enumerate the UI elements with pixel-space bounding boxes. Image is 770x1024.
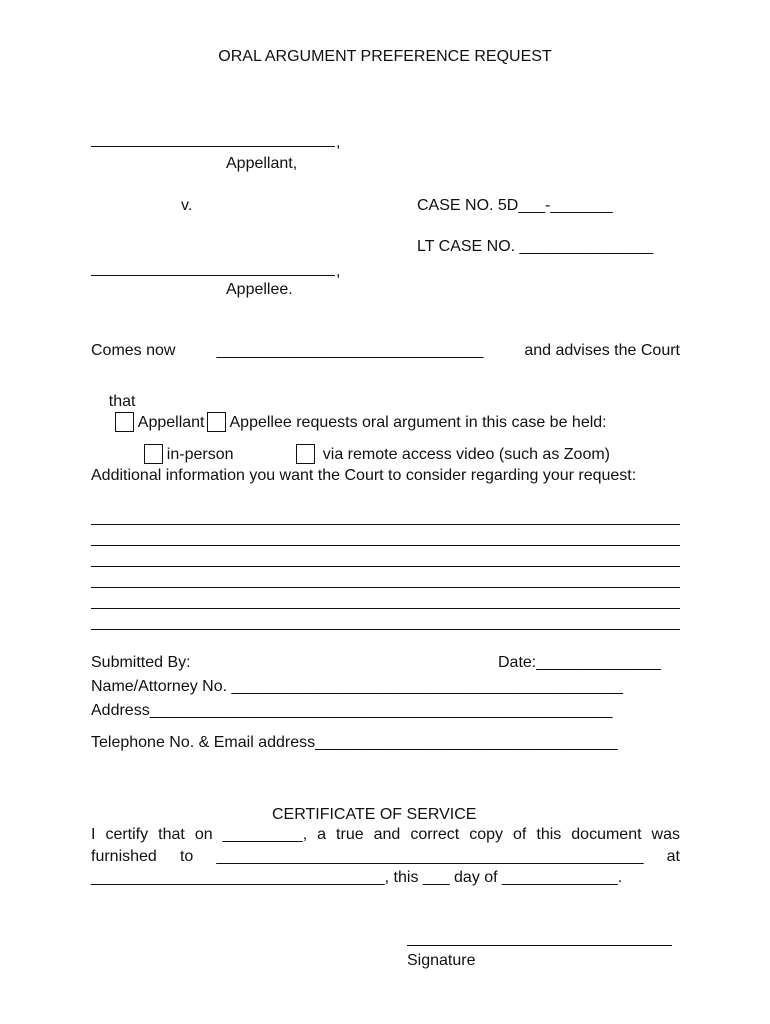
date-field[interactable]: Date:______________ bbox=[498, 654, 661, 671]
certificate-word: correct bbox=[410, 826, 460, 843]
certificate-word: of bbox=[513, 826, 527, 843]
appellee-name-line[interactable] bbox=[91, 275, 335, 276]
appellee-option-label: Appellee requests oral argument in this case be held: bbox=[229, 414, 607, 431]
appellee-comma: , bbox=[336, 263, 341, 280]
certificate-word: a bbox=[317, 826, 327, 843]
certificate-word: and bbox=[373, 826, 401, 843]
signature-label: Signature bbox=[407, 952, 476, 969]
remote-label: via remote access video (such as Zoom) bbox=[322, 446, 610, 463]
certificate-word: was bbox=[651, 826, 680, 843]
appellant-label: Appellant, bbox=[226, 155, 298, 172]
certificate-word: this bbox=[536, 826, 562, 843]
additional-info-line-4[interactable] bbox=[91, 587, 680, 588]
certificate-word: to bbox=[179, 848, 194, 865]
certificate-word: copy bbox=[469, 826, 504, 843]
lt-case-number-field[interactable]: LT CASE NO. _______________ bbox=[417, 238, 654, 255]
versus-label: v. bbox=[181, 197, 193, 214]
additional-info-label: Additional information you want the Court to consider regarding your request: bbox=[91, 467, 637, 484]
certificate-word: true bbox=[336, 826, 364, 843]
additional-info-line-3[interactable] bbox=[91, 566, 680, 567]
certificate-word[interactable]: ________________________________________________ bbox=[216, 848, 644, 865]
appellee-label: Appellee. bbox=[226, 281, 293, 298]
certificate-word: certify bbox=[105, 826, 149, 843]
that-text: that bbox=[108, 393, 136, 410]
certificate-line-2 bbox=[91, 847, 680, 867]
comes-now-text: Comes now bbox=[91, 342, 176, 359]
additional-info-line-2[interactable] bbox=[91, 545, 680, 546]
certificate-word: that bbox=[158, 826, 185, 843]
signature-line[interactable] bbox=[407, 945, 672, 946]
name-attorney-field[interactable]: Name/Attorney No. ____________________________________________ bbox=[91, 678, 624, 695]
certificate-word: at bbox=[666, 848, 680, 865]
certificate-line-3[interactable]: _________________________________, this ___ day of _____________. bbox=[91, 869, 623, 886]
submitted-by-label: Submitted By: bbox=[91, 654, 191, 671]
comes-now-row bbox=[91, 341, 680, 361]
additional-info-line-5[interactable] bbox=[91, 608, 680, 609]
certificate-heading: CERTIFICATE OF SERVICE bbox=[272, 806, 477, 823]
case-number-field[interactable]: CASE NO. 5D___-_______ bbox=[417, 197, 613, 214]
form-title: ORAL ARGUMENT PREFERENCE REQUEST bbox=[218, 48, 552, 65]
certificate-word: I bbox=[91, 826, 96, 843]
appellant-option-label: Appellant bbox=[137, 414, 205, 431]
in-person-checkbox[interactable] bbox=[144, 444, 163, 464]
telephone-email-field[interactable]: Telephone No. & Email address__________________________________ bbox=[91, 734, 618, 751]
party-name-blank[interactable]: ______________________________ bbox=[216, 342, 484, 359]
in-person-label: in-person bbox=[166, 446, 234, 463]
appellant-name-line[interactable] bbox=[91, 146, 335, 147]
remote-checkbox[interactable] bbox=[296, 444, 315, 464]
certificate-line-1 bbox=[91, 825, 680, 845]
address-field[interactable]: Address____________________________________________________ bbox=[91, 702, 613, 719]
certificate-word: furnished bbox=[91, 848, 157, 865]
certificate-word: document bbox=[571, 826, 642, 843]
advises-text: and advises the Court bbox=[524, 342, 680, 359]
appellant-comma: , bbox=[336, 134, 341, 151]
additional-info-line-6[interactable] bbox=[91, 629, 680, 630]
additional-info-line-1[interactable] bbox=[91, 524, 680, 525]
certificate-word[interactable]: _________, bbox=[222, 826, 308, 843]
certificate-word: on bbox=[194, 826, 213, 843]
